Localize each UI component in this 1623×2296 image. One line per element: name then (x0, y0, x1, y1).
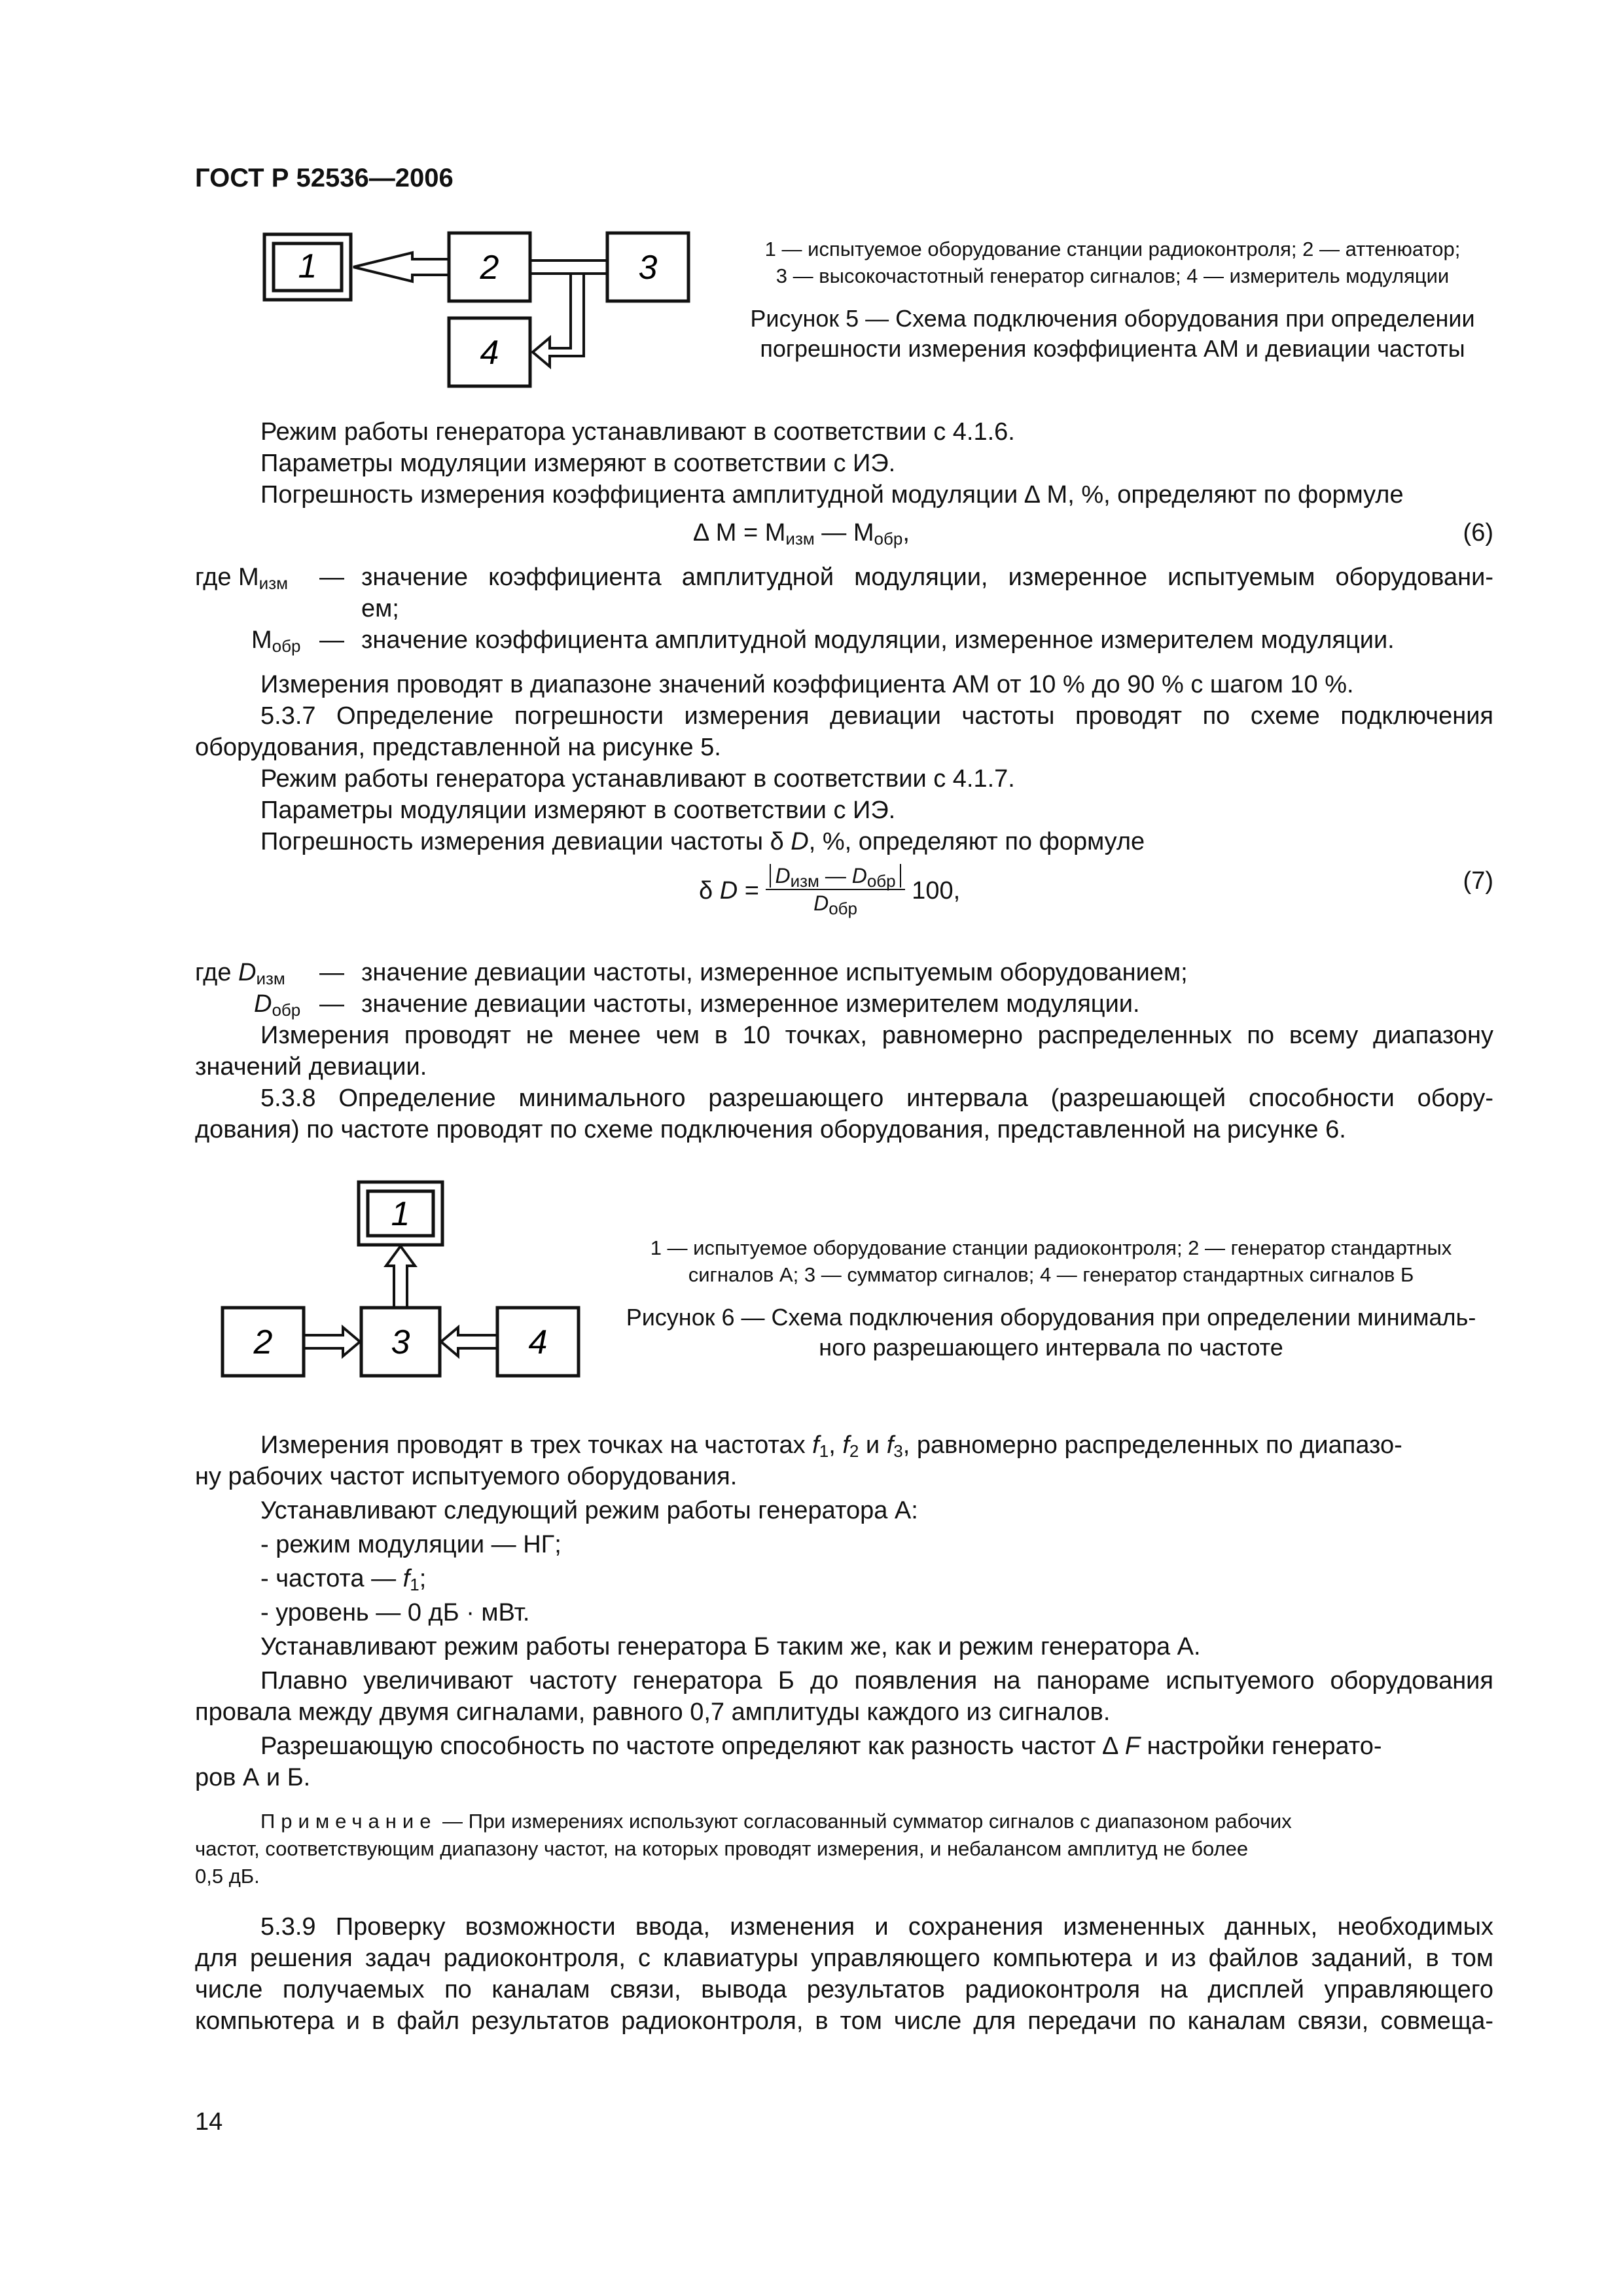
note-line-3: 0,5 дБ. (195, 1865, 260, 1888)
fig5-label-2: 2 (480, 249, 499, 287)
text-line: Режим работы генератора устанавливают в соответствии с 4.1.7. (260, 765, 1015, 793)
where-text-4: значение девиации частоты, измеренное измерителем модуляции. (361, 990, 1140, 1018)
fig6-legend-line-2: сигналов А; 3 — сумматор сигналов; 4 — генератор стандартных сигналов Б (688, 1263, 1414, 1286)
where-line-1: где $М_{изм}$ (195, 564, 288, 593)
fig5-label-1: 1 (298, 247, 317, 285)
equation-number-7: (7) (1463, 867, 1493, 895)
where-line-4: $D_{обр}$ (254, 990, 301, 1020)
text-line: Разрешающую способность по частоте определяют как разность частот ∆ F настройки генерато- (260, 1732, 1382, 1760)
text-line: оборудования, представленной на рисунке 5. (195, 734, 721, 761)
text-line: Плавно увеличивают частоту генератора Б до появления на панораме испытуемого оборудования (260, 1667, 1493, 1695)
where-dash-4: — (319, 990, 344, 1018)
formula-6: ∆ $М = М_{изм}$ — $М_{обр}$, (694, 519, 910, 548)
fig6-label-1: 1 (391, 1195, 410, 1233)
where-text-3: значение девиации частоты, измеренное испытуемым оборудованием; (361, 959, 1188, 986)
text-line: Устанавливают следующий режим работы генератора А: (260, 1497, 918, 1524)
fig6-label-2: 2 (253, 1323, 273, 1361)
fig6-arrow-4-to-3 (441, 1327, 497, 1356)
text-line: компьютера и в файл результатов радиоконтроля, в том числе для передачи по каналам связи, совмеща- (195, 2007, 1493, 2035)
text-line: числе получаемых по каналам связи, вывода результатов радиоконтроля на дисплей управляющего (195, 1976, 1493, 2003)
figure-5-caption-block (732, 236, 1493, 364)
text-line: Погрешность измерения коэффициента амплитудной модуляции ∆ М, %, определяют по формуле (260, 481, 1404, 509)
where-text-2: значение коэффициента амплитудной модуляции, измеренное измерителем модуляции. (361, 626, 1395, 654)
fig5-label-3: 3 (638, 249, 658, 287)
text-line: Параметры модуляции измеряют в соответствии с ИЭ. (260, 797, 896, 824)
document-header: ГОСТ Р 52536—2006 (195, 164, 454, 192)
list-item: - уровень — 0 дБ · мВт. (260, 1599, 530, 1626)
list-item: - режим модуляции — НГ; (260, 1531, 562, 1558)
where-line-2: $М_{обр}$ (251, 626, 301, 656)
list-item: - частота — $f_1$; (260, 1565, 427, 1594)
fig6-arrow-3-to-1 (386, 1246, 415, 1308)
where-dash-1: — (319, 564, 344, 591)
text-line: Измерения проводят в диапазоне значений коэффициента АМ от 10 % до 90 % с шагом 10 %. (260, 671, 1354, 698)
formula-7: δ D = $\frac{D_{изм} — D_{обр}}{D_{обр}}$ 100, (699, 864, 961, 918)
text-line: Режим работы генератора устанавливают в соответствии с 4.1.6. (260, 418, 1015, 446)
fig5-label-4: 4 (480, 334, 499, 372)
fig5-arrow-2-to-1 (353, 253, 449, 281)
fig5-caption-line-1: Рисунок 5 — Схема подключения оборудования при определении (750, 305, 1475, 332)
text-line: для решения задач радиоконтроля, с клавиатуры управляющего компьютера и из файлов заданий, в том (195, 1945, 1493, 1972)
text-line: значений девиации. (195, 1053, 427, 1081)
fig6-label-4: 4 (528, 1323, 548, 1361)
note-label: Примечание (260, 1810, 437, 1833)
fig6-arrow-2-to-3 (304, 1327, 360, 1356)
where-text-1-cont: ем; (361, 595, 399, 622)
where-line-3: где $D_{изм}$ (195, 959, 285, 988)
text-line: Погрешность измерения девиации частоты δ D, %, определяют по формуле (260, 828, 1145, 855)
fig5-arrow-to-4 (533, 274, 584, 367)
fig6-legend-line-1: 1 — испытуемое оборудование станции радиоконтроля; 2 — генератор стандартных (650, 1236, 1452, 1259)
text-line: Параметры модуляции измеряют в соответствии с ИЭ. (260, 450, 896, 477)
figure-6-caption-block (609, 1234, 1493, 1363)
text-line: дования) по частоте проводят по схеме подключения оборудования, представленной на рисунке 6. (195, 1116, 1346, 1143)
fig5-legend-line-2: 3 — высокочастотный генератор сигналов; 4 — измеритель модуляции (776, 264, 1450, 287)
text-line: Устанавливают режим работы генератора Б таким же, как и режим генератора А. (260, 1633, 1201, 1660)
fig5-caption-line-2: погрешности измерения коэффициента АМ и девиации частоты (760, 335, 1465, 362)
fig5-legend-line-1: 1 — испытуемое оборудование станции радиоконтроля; 2 — аттенюатор; (764, 238, 1461, 260)
figure-6-diagram (216, 1177, 609, 1386)
figure-5-diagram (262, 228, 694, 395)
fig6-caption-line-1: Рисунок 6 — Схема подключения оборудования при определении минималь- (626, 1304, 1476, 1331)
text-line: провала между двумя сигналами, равного 0,7 амплитуды каждого из сигналов. (195, 1698, 1111, 1726)
fig6-label-3: 3 (391, 1323, 410, 1361)
text-line: ну рабочих частот испытуемого оборудования. (195, 1463, 738, 1490)
where-dash-3: — (319, 959, 344, 986)
where-text-1: значение коэффициента амплитудной модуляции, измеренное испытуемым оборудовани- (361, 564, 1493, 591)
note-line-1: Примечание — При измерениях используют согласованный сумматор сигналов с диапазоном рабочих (260, 1810, 1292, 1833)
text-line: 5.3.8 Определение минимального разрешающего интервала (разрешающей способности обору- (260, 1085, 1493, 1112)
where-dash-2: — (319, 626, 344, 654)
text-line: ров А и Б. (195, 1764, 311, 1791)
text-line: Измерения проводят в трех точках на частотах $f_1$, $f_2$ и $f_3$, равномерно распределенных по диапазо- (260, 1431, 1402, 1461)
text-line: 5.3.7 Определение погрешности измерения девиации частоты проводят по схеме подключения (260, 702, 1493, 730)
note-line-2: частот, соответствующим диапазону частот, на которых проводят измерения, и небалансом амплитуд не более (195, 1837, 1249, 1860)
text-line: 5.3.9 Проверку возможности ввода, изменения и сохранения измененных данных, необходимых (260, 1913, 1493, 1941)
equation-number-6: (6) (1463, 519, 1493, 547)
fig6-caption-line-2: ного разрешающего интервала по частоте (819, 1334, 1283, 1361)
page-number: 14 (195, 2108, 223, 2136)
text-line: Измерения проводят не менее чем в 10 точках, равномерно распределенных по всему диапазону (260, 1022, 1493, 1049)
